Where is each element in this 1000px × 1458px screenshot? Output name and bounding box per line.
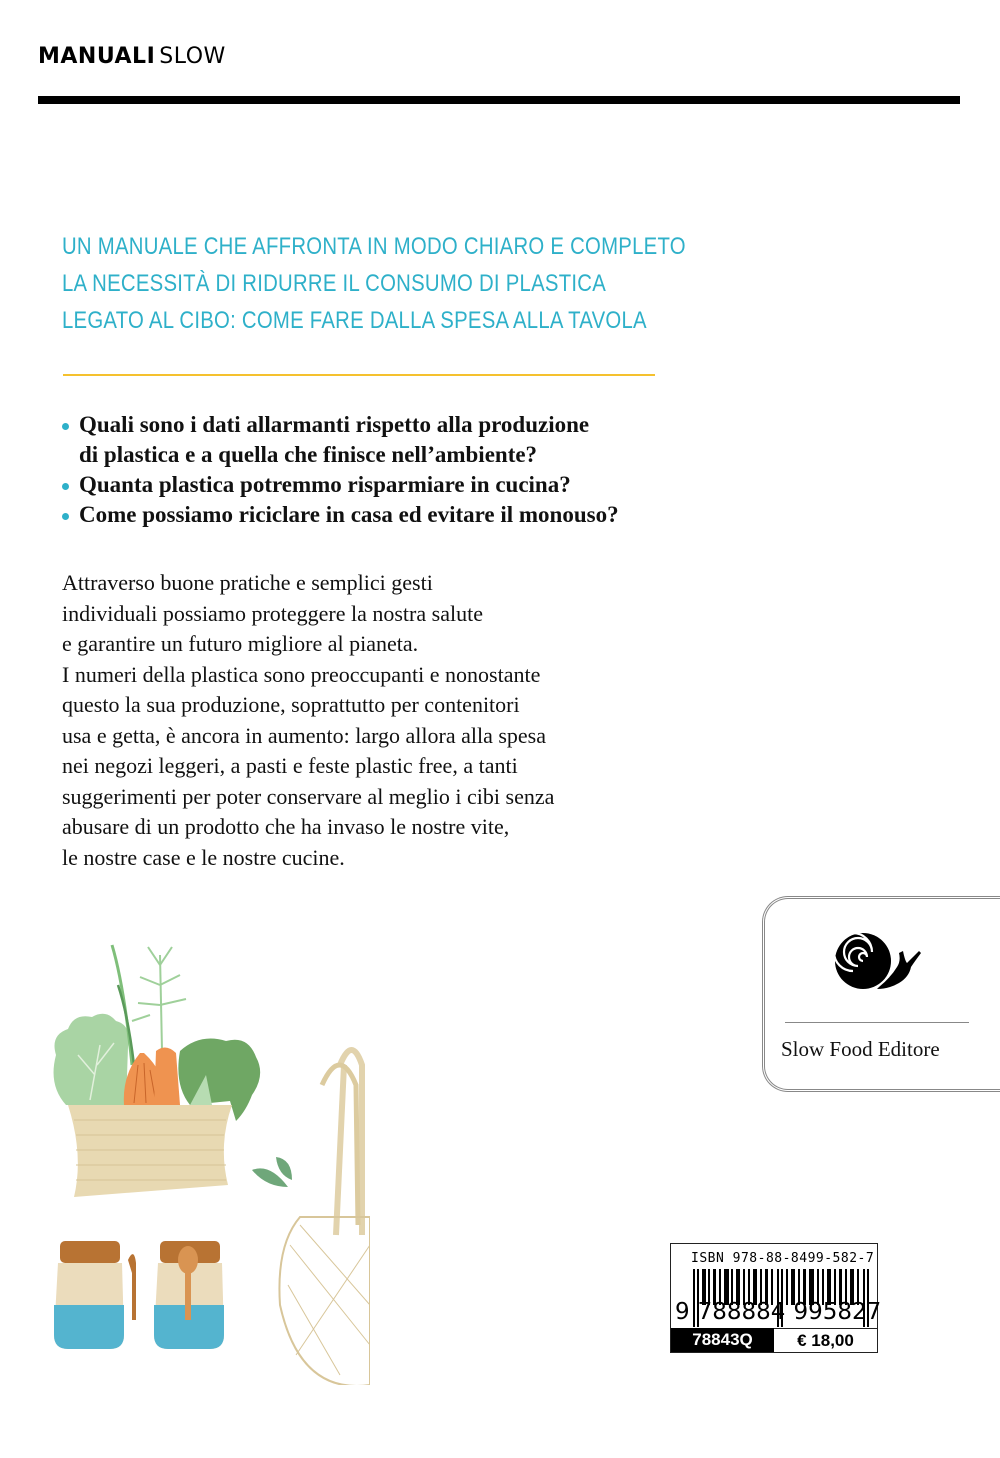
body-line: le nostre case e le nostre cucine. xyxy=(62,844,345,870)
barcode-digit-group: 788884 xyxy=(697,1299,786,1325)
body-line: Attraverso buone pratiche e semplici gesti xyxy=(62,570,433,595)
series-title-bold: MANUALI xyxy=(38,44,156,69)
question-item xyxy=(62,470,662,500)
jar-icon xyxy=(54,1241,136,1349)
barcode-digit-lead: 9 xyxy=(675,1299,690,1325)
jar-icon xyxy=(154,1241,224,1349)
price-label: € 18,00 xyxy=(774,1328,877,1352)
question-text: Quanta plastica potremmo risparmiare in cucina? xyxy=(79,472,571,497)
tagline xyxy=(62,228,686,339)
barcode-digits xyxy=(675,1299,881,1325)
body-line: abusare di un prodotto che ha invaso le nostre vite, xyxy=(62,814,510,839)
top-rule-divider xyxy=(38,96,960,104)
series-title-light: SLOW xyxy=(159,44,226,69)
barcode-label xyxy=(670,1243,882,1353)
tagline-line: LEGATO AL CIBO: COME FARE DALLA SPESA ALLA TAVOLA xyxy=(62,307,647,334)
series-title xyxy=(38,44,226,69)
tagline-line: LA NECESSITÀ DI RIDURRE IL CONSUMO DI PLASTICA xyxy=(62,270,607,297)
lettuce-icon xyxy=(54,1014,129,1105)
bullet-dot-icon xyxy=(62,423,69,430)
body-line: e garantire un futuro migliore al pianeta. xyxy=(62,631,419,656)
question-item xyxy=(62,410,662,470)
question-text: Quali sono i dati allarmanti rispetto alla produzione xyxy=(79,412,590,437)
mesh-bag-icon xyxy=(279,1050,370,1385)
snail-icon xyxy=(833,927,933,997)
product-code: 78843Q xyxy=(671,1328,774,1352)
publisher-divider xyxy=(785,1022,969,1023)
illustration-basket-jars-bag xyxy=(40,925,370,1385)
description-paragraph xyxy=(62,568,662,873)
yellow-divider xyxy=(63,374,655,376)
body-line: usa e getta, è ancora in aumento: largo allora alla spesa xyxy=(62,722,546,748)
barcode-digit-group: 995827 xyxy=(793,1299,882,1325)
body-line: nei negozi leggeri, a pasti e feste plastic free, a tanti xyxy=(62,753,518,778)
tagline-line: UN MANUALE CHE AFFRONTA IN MODO CHIARO E COMPLETO xyxy=(62,233,686,260)
isbn-text: ISBN 978-88-8499-582-7 xyxy=(691,1251,875,1266)
body-line: suggerimenti per poter conservare al meglio i cibi senza xyxy=(62,783,555,809)
publisher-logo-box xyxy=(762,896,1000,1092)
body-line: individuali possiamo proteggere la nostra salute xyxy=(62,600,483,626)
bullet-dot-icon xyxy=(62,483,69,490)
publisher-name: Slow Food Editore xyxy=(781,1037,940,1061)
body-line: questo la sua produzione, soprattutto per contenitori xyxy=(62,692,520,717)
question-text: Come possiamo riciclare in casa ed evitare il monouso? xyxy=(79,502,619,527)
bullet-dot-icon xyxy=(62,513,69,520)
question-list xyxy=(62,410,662,530)
question-text: di plastica e a quella che finisce nell’ambiente? xyxy=(79,442,538,467)
body-line: I numeri della plastica sono preoccupanti e nonostante xyxy=(62,661,541,687)
question-item xyxy=(62,500,662,530)
